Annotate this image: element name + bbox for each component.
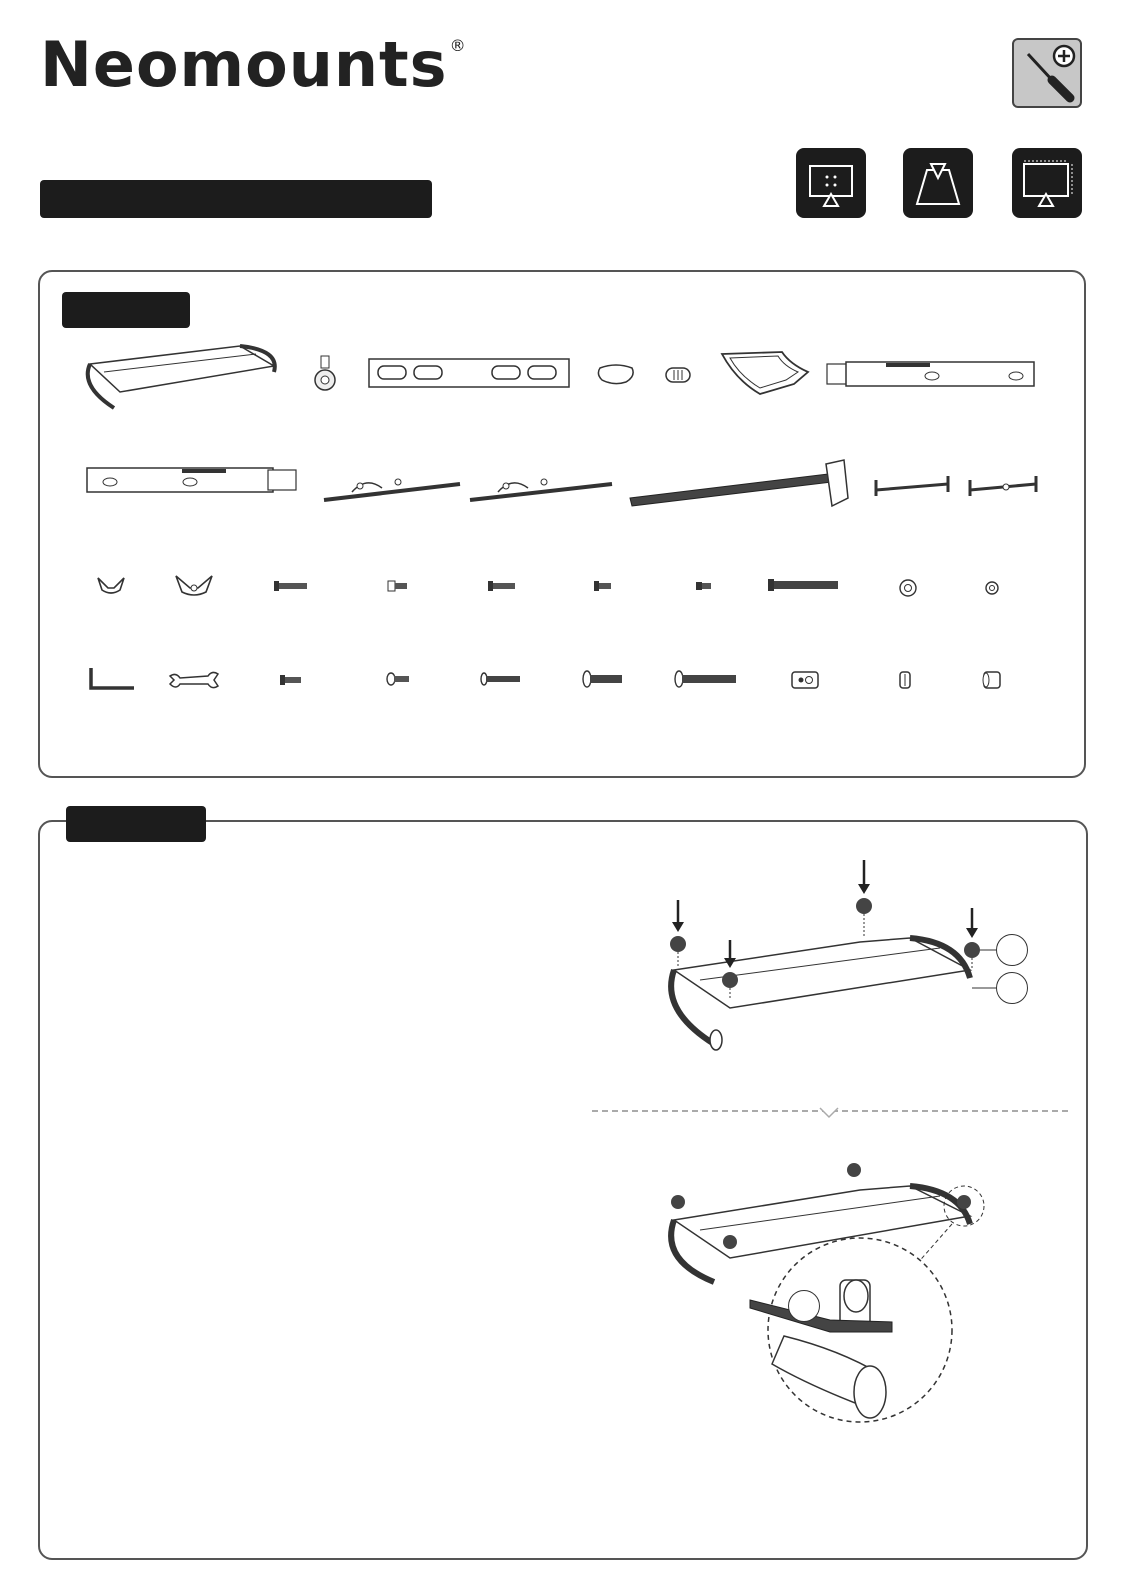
end-cap-part [596, 362, 636, 386]
bolt-m8-long-part [768, 578, 840, 592]
washer-small-part [984, 580, 1000, 596]
cable-tray-part [628, 458, 850, 512]
nut-part [898, 670, 912, 690]
callout-a [996, 934, 1028, 966]
screen-size-badge [1012, 148, 1082, 218]
spacer-sleeve-part [980, 670, 1002, 690]
product-title-bar [40, 180, 432, 218]
tool-badge [1012, 38, 1082, 108]
crossbar-long-part [872, 476, 952, 498]
brand-name: Neomounts [40, 28, 448, 101]
wrench-part [168, 670, 220, 690]
arm-right-part [468, 470, 614, 504]
weight-badge [903, 148, 973, 218]
step2-illustration [660, 1150, 1000, 1430]
callout-b [996, 972, 1028, 1004]
allen-key-part [88, 666, 136, 692]
parts-tab-label [62, 292, 190, 328]
weight-trapezoid-icon [903, 148, 973, 218]
crossbar-short-part [966, 476, 1040, 498]
arm-left-part [322, 470, 462, 504]
bolt-m8-medium-part [274, 580, 308, 592]
bolt-m8-head-part [582, 670, 624, 688]
column-lower-part [86, 466, 298, 496]
shelf-cover-part [720, 350, 810, 398]
clip-part [664, 366, 692, 384]
mounting-plate-part [368, 358, 570, 388]
screwdriver-icon [1014, 40, 1080, 106]
wing-nut-large-part [174, 574, 214, 598]
caster-3 [856, 898, 872, 938]
bolt-m8-xlong-part [674, 670, 738, 688]
divider-chevron [818, 1106, 840, 1120]
column-upper-part [826, 360, 1036, 390]
screw-m5-part [280, 674, 302, 686]
trademark-symbol: ® [449, 36, 466, 55]
bolt-m6-long-part [480, 672, 522, 686]
callout-c [788, 1290, 820, 1322]
base-frame-part [80, 336, 280, 416]
screen-vesa-badge [796, 148, 866, 218]
bolt-m4-short-part [696, 580, 712, 592]
caster-1 [670, 936, 686, 966]
caster-wheel-part [312, 354, 338, 394]
wing-nut-small-part [96, 576, 126, 596]
brand-logo [40, 30, 466, 100]
bolt-m5-short-part [594, 580, 612, 592]
spacer-plate-part [790, 670, 820, 690]
screen-vesa-icon [796, 148, 866, 218]
bolt-m6-short-part [388, 580, 408, 592]
screen-size-icon [1012, 148, 1082, 218]
washer-large-part [898, 578, 918, 598]
step-tab-label [66, 806, 206, 842]
bolt-m6-head-part [386, 672, 410, 686]
bolt-m6-medium-part [488, 580, 516, 592]
